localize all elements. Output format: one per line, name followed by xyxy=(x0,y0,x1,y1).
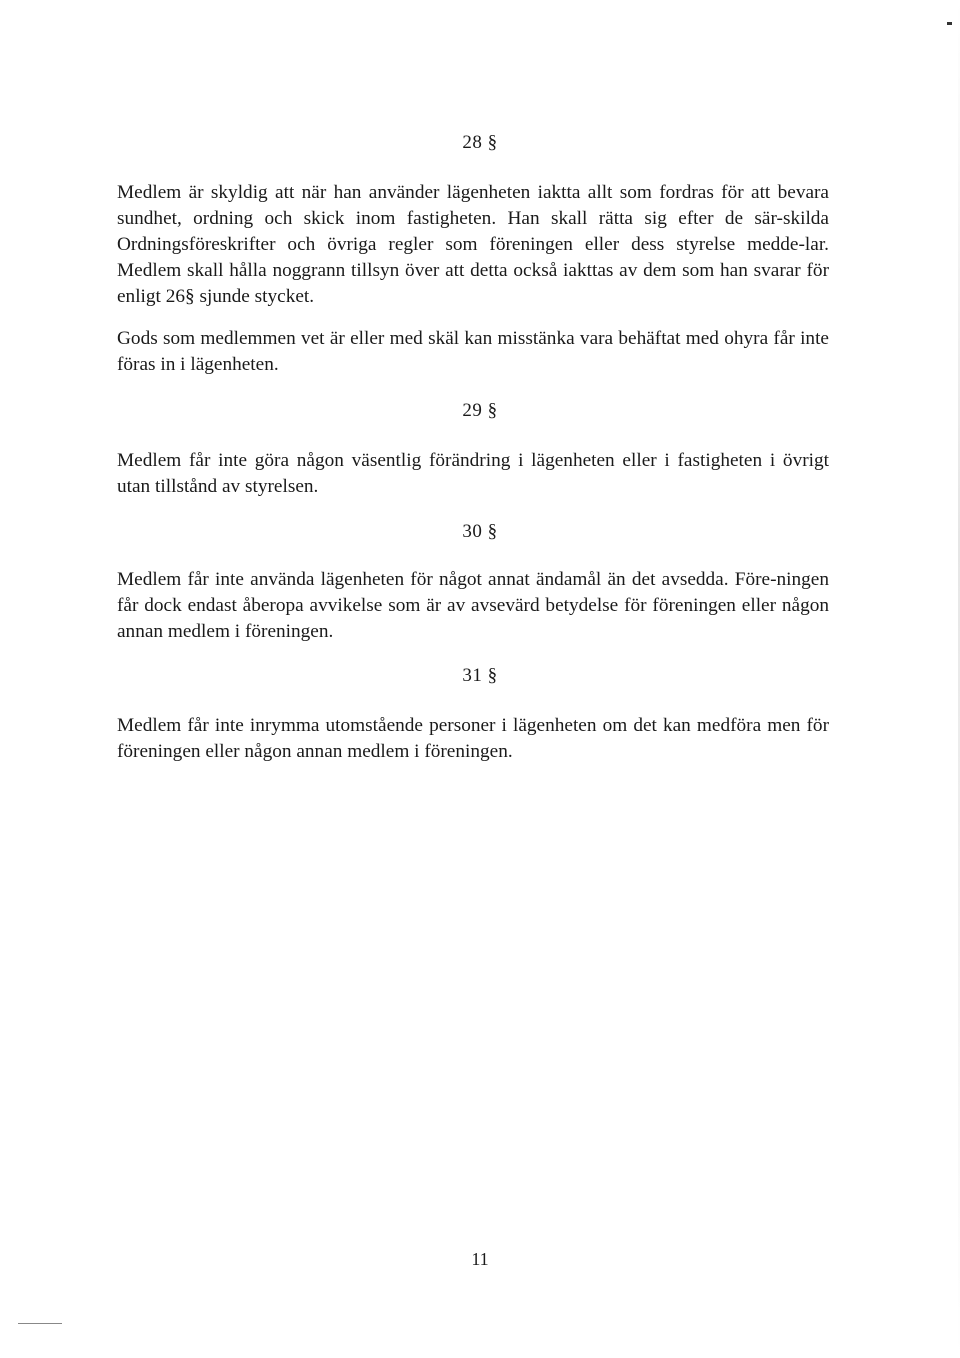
section-30-paragraph-1: Medlem får inte använda lägenheten för något annat ändamål än det avsedda. Före-ningen får dock endast åberopa avvikelse som är av avsevärd betydelse för föreningen eller någon annan medlem i föreningen. xyxy=(117,569,829,642)
section-heading-28: 28 § xyxy=(462,132,498,153)
section-28-paragraph-2: Gods som medlemmen vet är eller med skäl kan misstänka vara behäftat med ohyra får inte föras in i lägenheten. xyxy=(117,328,829,375)
section-29-paragraph-1: Medlem får inte göra någon väsentlig förändring i lägenheten eller i fastigheten i övrigt utan tillstånd av styrelsen. xyxy=(117,450,829,497)
section-28-paragraph-1: Medlem är skyldig att när han använder lägenheten iaktta allt som fordras för att bevara sundhet, ordning och skick inom fastigheten. Han skall rätta sig efter de sär-skilda Ordningsföreskrifter och övriga regler som föreningen eller dess styrelse medde-lar. Medlem skall hålla noggrann tillsyn över att detta också iakttas av dem som han svarar för enligt 26§ sjunde stycket. xyxy=(117,182,829,307)
scan-mark xyxy=(947,22,952,25)
section-31-paragraph-1: Medlem får inte inrymma utomstående personer i lägenheten om det kan medföra men för föreningen eller någon annan medlem i föreningen. xyxy=(117,715,829,762)
scan-edge-line xyxy=(18,1323,62,1324)
page-number: 11 xyxy=(471,1249,489,1269)
section-heading-30: 30 § xyxy=(462,521,498,542)
section-heading-31: 31 § xyxy=(462,665,498,686)
section-heading-29: 29 § xyxy=(462,400,498,421)
